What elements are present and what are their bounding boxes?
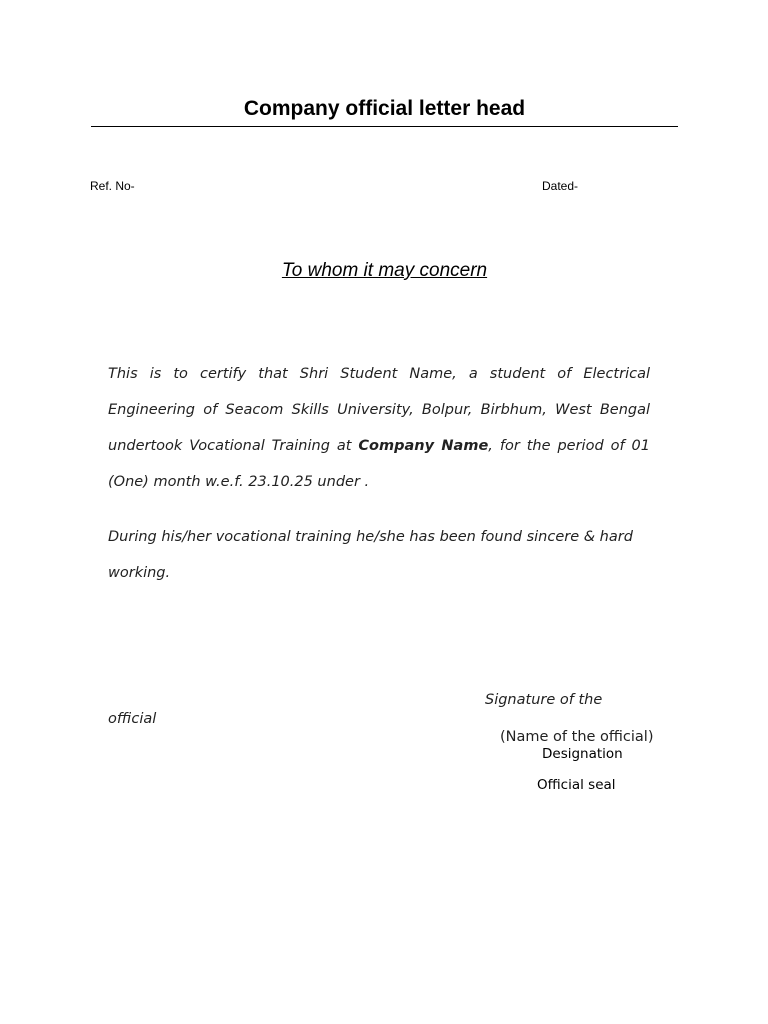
official-seal: Official seal — [537, 777, 616, 793]
ref-number-label: Ref. No- — [90, 179, 135, 193]
paragraph-text-end: , for the period of 01 (One) month w.e.f. 23.10.25 under . — [108, 438, 650, 490]
letterhead-divider — [91, 126, 678, 127]
signature-label: Signature of the — [485, 692, 603, 708]
signature-official-label: official — [108, 711, 157, 727]
letter-heading: To whom it may concern — [281, 260, 488, 281]
paragraph-text-start: This is to certify that Shri Student Name, a student of Electrical Engineering of Seacom Skills University, Bolpur, Birbhum, West Bengal undertook Vocational Training at — [108, 366, 650, 454]
dated-label: Dated- — [542, 179, 579, 193]
certificate-paragraph — [108, 356, 650, 500]
official-name: (Name of the official) — [500, 729, 654, 745]
official-designation: Designation — [542, 746, 623, 762]
letterhead-title: Company official letter head — [243, 97, 526, 120]
conduct-paragraph: During his/her vocational training he/she has been found sincere & hard working. — [108, 529, 633, 581]
company-name: Company Name — [358, 438, 489, 454]
